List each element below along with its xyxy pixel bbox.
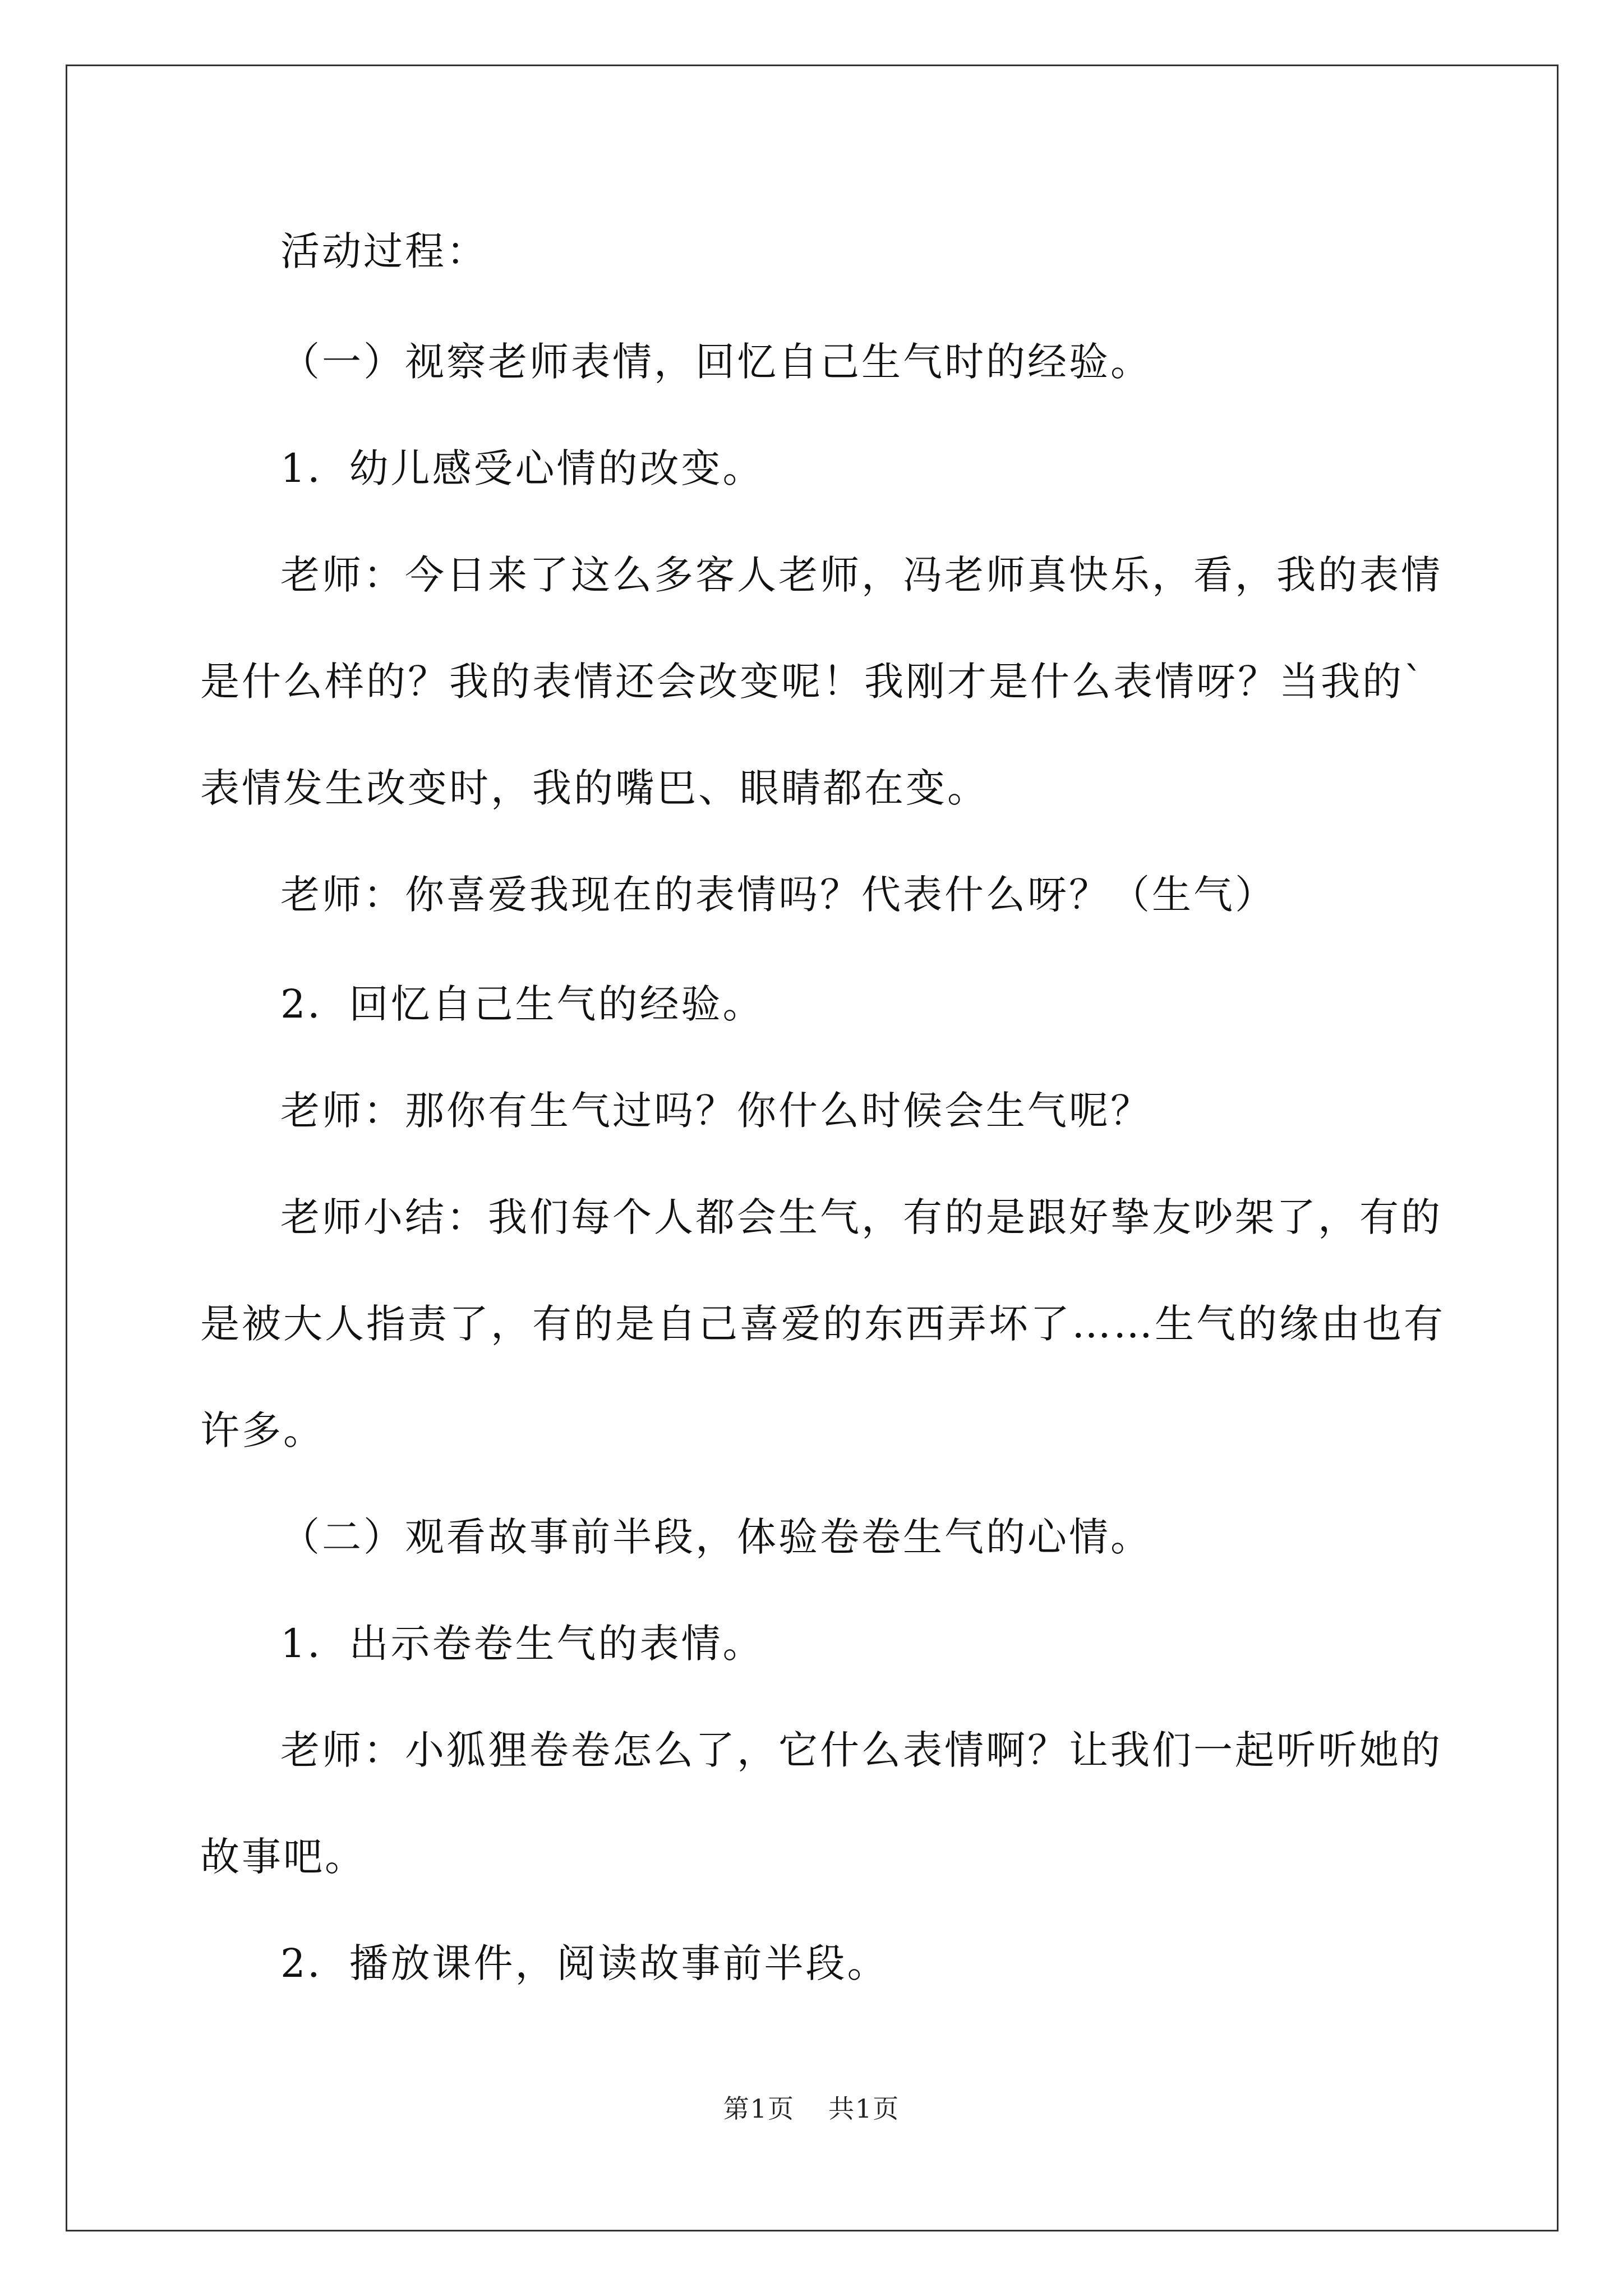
paragraph-line: 老师：小狐狸卷卷怎么了，它什么表情啊？让我们一起听听她的: [280, 1727, 1442, 1773]
page-border: [66, 65, 1559, 2231]
page-number-total: 共1页: [828, 2093, 900, 2124]
paragraph-line: 老师：你喜爱我现在的表情吗？代表什么呀？（生气）: [280, 872, 1276, 918]
paragraph-line: 老师：那你有生气过吗？你什么时候会生气呢？: [280, 1088, 1152, 1134]
paragraph-line: 故事吧。: [200, 1834, 366, 1880]
paragraph-line: 是什么样的？我的表情还会改变呢！我刚才是什么表情呀？当我的`: [200, 659, 1426, 705]
section-two-title: （二）观看故事前半段，体验卷卷生气的心情。: [280, 1514, 1152, 1560]
step-2-1: 1．出示卷卷生气的表情。: [280, 1621, 764, 1667]
paragraph-line: 老师小结：我们每个人都会生气，有的是跟好挚友吵架了，有的: [280, 1194, 1442, 1240]
section-one-title: （一）视察老师表情，回忆自己生气时的经验。: [280, 339, 1152, 385]
step-1-1: 1．幼儿感受心情的改变。: [280, 445, 764, 491]
step-1-2: 2．回忆自己生气的经验。: [280, 981, 764, 1027]
step-2-2: 2．播放课件，阅读故事前半段。: [280, 1940, 889, 1986]
paragraph-line: 老师：今日来了这么多客人老师，冯老师真快乐，看，我的表情: [280, 552, 1442, 598]
paragraph-line: 是被大人指责了，有的是自己喜爱的东西弄坏了……生气的缘由也有: [200, 1301, 1445, 1347]
paragraph-line: 表情发生改变时，我的嘴巴、眼睛都在变。: [200, 765, 989, 811]
paragraph-line: 许多。: [200, 1407, 325, 1453]
page-footer: [0, 2093, 1623, 2124]
heading-activity-process: 活动过程：: [280, 228, 488, 274]
page-number-current: 第1页: [723, 2093, 795, 2124]
